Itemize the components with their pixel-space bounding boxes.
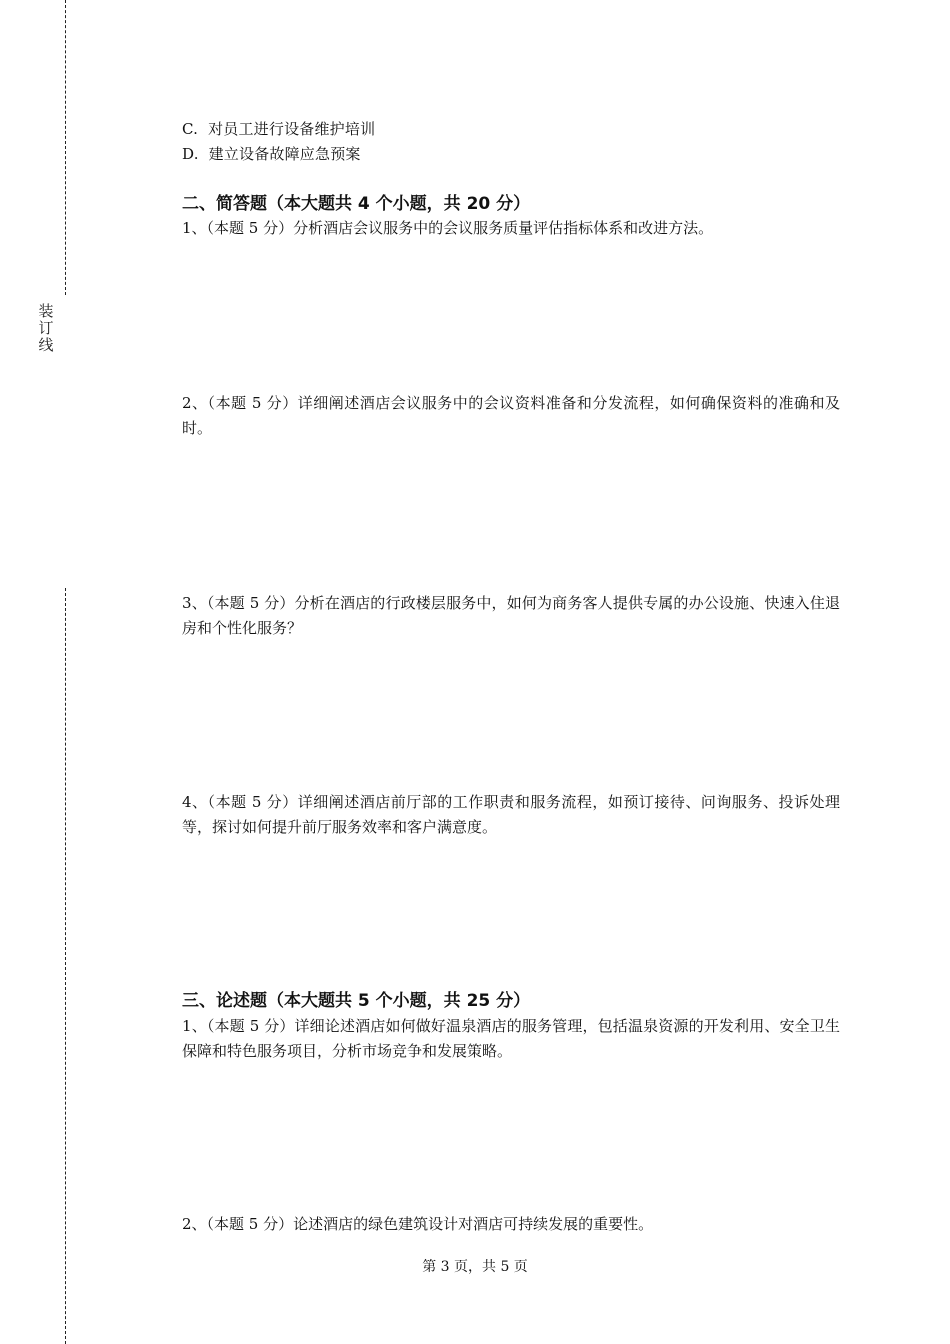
question-item: 2、（本题 5 分）详细阐述酒店会议服务中的会议资料准备和分发流程，如何确保资料的准确和及时。 <box>182 394 840 437</box>
question-item: 2、（本题 5 分）论述酒店的绿色建筑设计对酒店可持续发展的重要性。 <box>182 1215 654 1233</box>
section-title-essay: 三、论述题（本大题共 5 个小题，共 25 分） <box>182 991 531 1011</box>
question-item: 1、（本题 5 分）详细论述酒店如何做好温泉酒店的服务管理，包括温泉资源的开发利用、安全卫生保障和特色服务项目，分析市场竞争和发展策略。 <box>182 1017 840 1060</box>
option-text: 建立设备故障应急预案 <box>208 145 361 163</box>
binding-label-char: 装 <box>38 302 54 320</box>
section-title-short-answer: 二、简答题（本大题共 4 个小题，共 20 分） <box>182 194 531 214</box>
binding-dashed-line-bottom <box>65 588 66 1344</box>
option-letter: D. <box>182 145 199 163</box>
binding-line-label <box>37 303 55 354</box>
binding-dashed-line-top <box>65 0 66 295</box>
binding-label-char: 线 <box>38 336 54 354</box>
option-c <box>182 117 840 142</box>
question-item: 1、（本题 5 分）分析酒店会议服务中的会议服务质量评估指标体系和改进方法。 <box>182 219 714 237</box>
page-number-footer: 第 3 页，共 5 页 <box>422 1259 528 1275</box>
option-text: 对员工进行设备维护培训 <box>208 120 376 138</box>
question-item: 4、（本题 5 分）详细阐述酒店前厅部的工作职责和服务流程，如预订接待、问询服务、投诉处理等，探讨如何提升前厅服务效率和客户满意度。 <box>182 793 840 836</box>
binding-label-char: 订 <box>38 319 54 337</box>
option-letter: C. <box>182 120 199 138</box>
option-d <box>182 142 840 167</box>
question-item: 3、（本题 5 分）分析在酒店的行政楼层服务中，如何为商务客人提供专属的办公设施、快速入住退房和个性化服务？ <box>182 594 840 637</box>
